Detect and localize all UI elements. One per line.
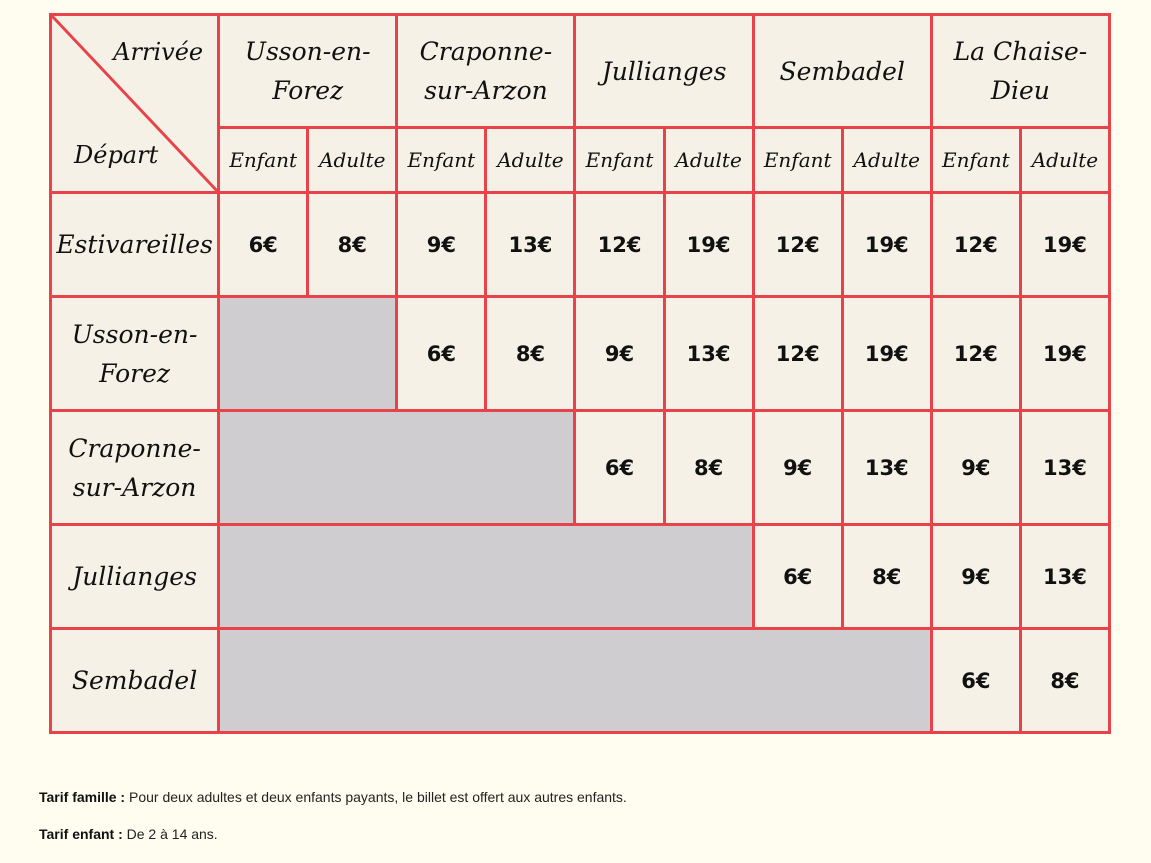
fare-row-sembadel bbox=[51, 629, 1110, 733]
fare-cell: 13€ bbox=[486, 193, 575, 297]
destination-header-row bbox=[51, 15, 1110, 128]
origin-usson: Usson-en- Forez bbox=[51, 297, 219, 411]
unavailable-cell bbox=[219, 525, 754, 629]
arrival-label: Arrivée bbox=[113, 38, 204, 66]
unavailable-cell bbox=[219, 411, 575, 525]
fare-cell: 6€ bbox=[397, 297, 486, 411]
fare-cell: 12€ bbox=[931, 193, 1020, 297]
fare-cell: 12€ bbox=[753, 193, 842, 297]
family-fare-text: Pour deux adultes et deux enfants payants, le billet est offert aux autres enfants. bbox=[125, 789, 627, 805]
child-header: Enfant bbox=[575, 128, 664, 193]
destination-craponne: Craponne- sur-Arzon bbox=[397, 15, 575, 128]
unavailable-cell bbox=[219, 297, 397, 411]
fare-cell: 8€ bbox=[664, 411, 753, 525]
child-fare-text: De 2 à 14 ans. bbox=[122, 826, 218, 842]
fare-cell: 12€ bbox=[575, 193, 664, 297]
fare-cell: 9€ bbox=[753, 411, 842, 525]
fare-table bbox=[49, 13, 1111, 734]
fare-cell: 19€ bbox=[1020, 193, 1109, 297]
child-fare-label: Tarif enfant : bbox=[39, 826, 123, 842]
fare-row-jullianges bbox=[51, 525, 1110, 629]
fare-cell: 9€ bbox=[931, 525, 1020, 629]
fare-cell: 6€ bbox=[753, 525, 842, 629]
destination-la-chaise-dieu: La Chaise- Dieu bbox=[931, 15, 1109, 128]
adult-header: Adulte bbox=[308, 128, 397, 193]
fare-cell: 6€ bbox=[219, 193, 308, 297]
child-header: Enfant bbox=[397, 128, 486, 193]
origin-sembadel: Sembadel bbox=[51, 629, 219, 733]
fare-cell: 12€ bbox=[931, 297, 1020, 411]
unavailable-cell bbox=[219, 629, 932, 733]
fare-cell: 13€ bbox=[842, 411, 931, 525]
child-fare-note bbox=[39, 826, 627, 842]
fare-cell: 12€ bbox=[753, 297, 842, 411]
fare-cell: 9€ bbox=[397, 193, 486, 297]
fare-row-estivareilles bbox=[51, 193, 1110, 297]
fare-cell: 19€ bbox=[842, 297, 931, 411]
destination-usson: Usson-en- Forez bbox=[219, 15, 397, 128]
destination-jullianges: Jullianges bbox=[575, 15, 753, 128]
fare-notes bbox=[39, 789, 627, 863]
fare-row-usson bbox=[51, 297, 1110, 411]
child-header: Enfant bbox=[219, 128, 308, 193]
origin-estivareilles: Estivareilles bbox=[51, 193, 219, 297]
fare-cell: 13€ bbox=[1020, 411, 1109, 525]
corner-cell bbox=[51, 15, 219, 193]
fare-cell: 9€ bbox=[931, 411, 1020, 525]
fare-cell: 13€ bbox=[1020, 525, 1109, 629]
destination-sembadel: Sembadel bbox=[753, 15, 931, 128]
child-header: Enfant bbox=[753, 128, 842, 193]
fare-cell: 6€ bbox=[931, 629, 1020, 733]
fare-cell: 19€ bbox=[664, 193, 753, 297]
fare-cell: 19€ bbox=[1020, 297, 1109, 411]
family-fare-label: Tarif famille : bbox=[39, 789, 126, 805]
fare-cell: 8€ bbox=[486, 297, 575, 411]
adult-header: Adulte bbox=[1020, 128, 1109, 193]
adult-header: Adulte bbox=[842, 128, 931, 193]
fare-row-craponne bbox=[51, 411, 1110, 525]
fare-cell: 9€ bbox=[575, 297, 664, 411]
family-fare-note bbox=[39, 789, 627, 805]
fare-cell: 8€ bbox=[308, 193, 397, 297]
fare-cell: 19€ bbox=[842, 193, 931, 297]
fare-cell: 6€ bbox=[575, 411, 664, 525]
origin-jullianges: Jullianges bbox=[51, 525, 219, 629]
departure-label: Départ bbox=[74, 141, 159, 169]
child-header: Enfant bbox=[931, 128, 1020, 193]
adult-header: Adulte bbox=[664, 128, 753, 193]
fare-cell: 13€ bbox=[664, 297, 753, 411]
fare-cell: 8€ bbox=[1020, 629, 1109, 733]
fare-cell: 8€ bbox=[842, 525, 931, 629]
adult-header: Adulte bbox=[486, 128, 575, 193]
origin-craponne: Craponne- sur-Arzon bbox=[51, 411, 219, 525]
